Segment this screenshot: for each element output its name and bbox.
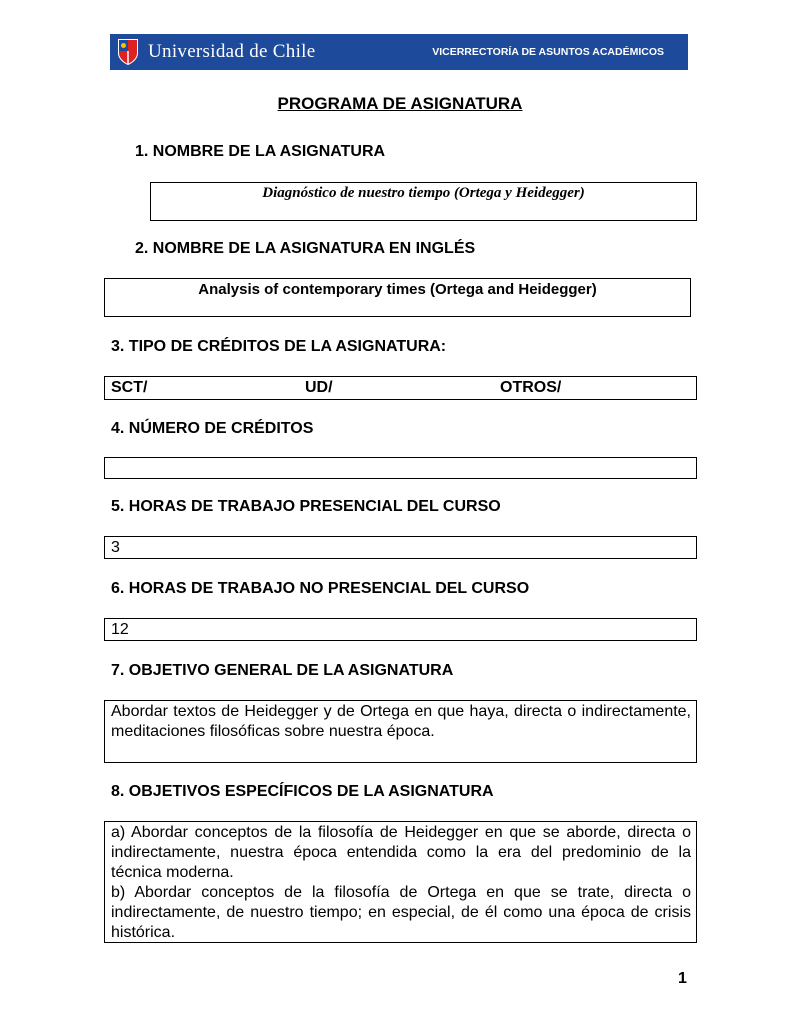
credit-type-ud: UD/ <box>305 379 333 396</box>
page-title: PROGRAMA DE ASIGNATURA <box>277 94 523 113</box>
vice-rectorate-label: VICERRECTORÍA DE ASUNTOS ACADÉMICOS <box>432 46 664 58</box>
section-5-heading: 5. HORAS DE TRABAJO PRESENCIAL DEL CURSO <box>111 498 501 515</box>
section-8-box <box>104 821 697 943</box>
section-6-heading: 6. HORAS DE TRABAJO NO PRESENCIAL DEL CURSO <box>111 580 530 597</box>
section-7-heading: 7. OBJETIVO GENERAL DE LA ASIGNATURA <box>111 662 454 679</box>
section-6-box <box>104 618 697 641</box>
credit-type-otros: OTROS/ <box>500 379 562 396</box>
specific-objective-b: b) Abordar conceptos de la filosofía de Ortega en que se trate, directa o indirectamente, de nuestro tiempo; en especial, de él como una época de crisis histórica. <box>111 884 691 941</box>
section-5-box <box>104 536 697 559</box>
specific-objective-a: a) Abordar conceptos de la filosofía de Heidegger en que se aborde, directa o indirectamente, nuestra época entendida como la era del predominio de la técnica moderna. <box>111 824 691 881</box>
credit-type-sct: SCT/ <box>111 379 148 396</box>
section-7-box <box>104 700 697 763</box>
section-1-heading: 1. NOMBRE DE LA ASIGNATURA <box>135 143 386 160</box>
university-crest-icon <box>116 37 140 67</box>
course-name-value: Diagnóstico de nuestro tiempo (Ortega y Heidegger) <box>262 185 585 201</box>
section-3-heading: 3. TIPO DE CRÉDITOS DE LA ASIGNATURA: <box>111 338 447 355</box>
section-4-box <box>104 457 697 479</box>
non-presential-hours-value: 12 <box>111 621 129 638</box>
section-8-heading: 8. OBJETIVOS ESPECÍFICOS DE LA ASIGNATURA <box>111 783 494 800</box>
presential-hours-value: 3 <box>111 539 120 556</box>
course-name-english-value: Analysis of contemporary times (Ortega and Heidegger) <box>198 281 597 298</box>
section-2-box <box>104 278 691 317</box>
section-4-heading: 4. NÚMERO DE CRÉDITOS <box>111 420 314 437</box>
header-banner <box>110 34 688 70</box>
section-2-heading: 2. NOMBRE DE LA ASIGNATURA EN INGLÉS <box>135 240 476 257</box>
university-name: Universidad de Chile <box>148 41 316 62</box>
section-1-box <box>150 182 697 221</box>
page-number: 1 <box>678 970 687 987</box>
section-3-box <box>104 376 697 400</box>
general-objective-text: Abordar textos de Heidegger y de Ortega en que haya, directa o indirectamente, meditaciones filosóficas sobre nuestra época. <box>111 703 691 740</box>
